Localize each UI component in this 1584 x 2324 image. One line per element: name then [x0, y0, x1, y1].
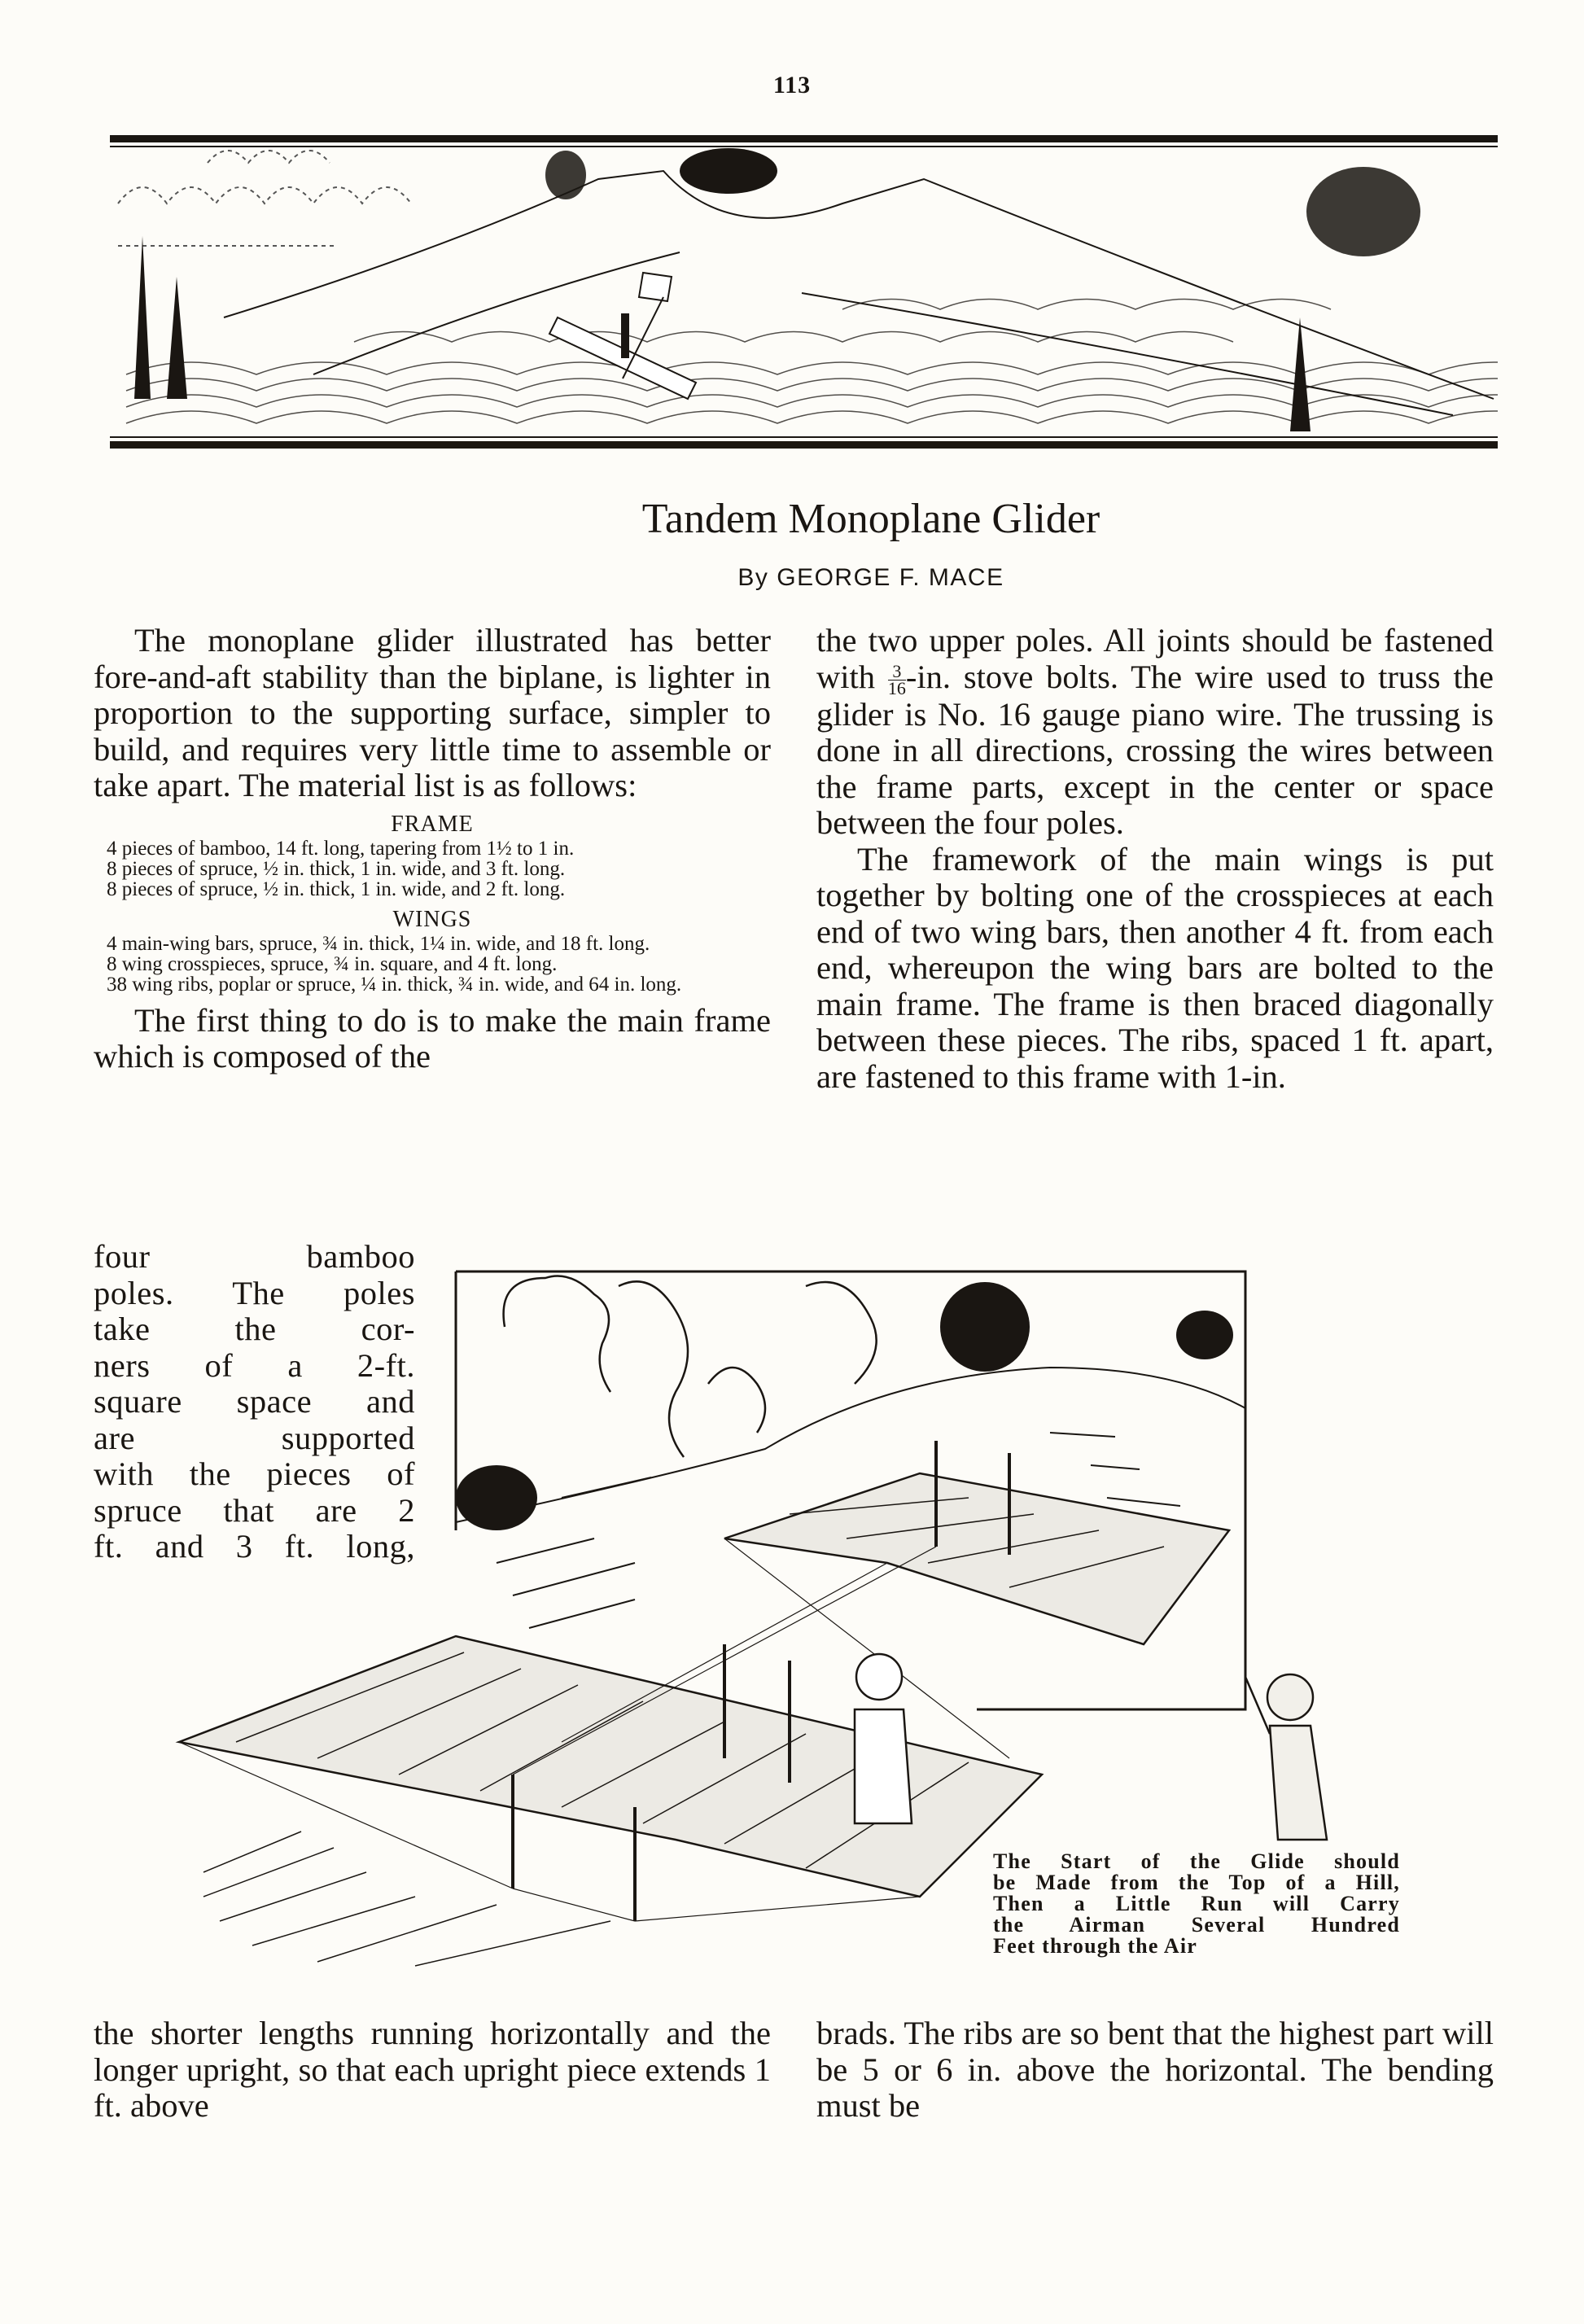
figure-caption [993, 1851, 1400, 1957]
fraction-3-16 [887, 660, 906, 698]
caption-line: the Airman Several Hundred [993, 1913, 1400, 1937]
sky-clouds [118, 151, 411, 246]
clouds [504, 1276, 877, 1458]
tree-right [1290, 317, 1311, 431]
material-heading-frame: FRAME [391, 811, 474, 837]
onlooker [1245, 1674, 1327, 1840]
narrow-line: ners of a 2-ft. [94, 1346, 415, 1384]
grass-hatching [126, 300, 1498, 424]
caption-line: be Made from the Top of a Hill, [993, 1871, 1400, 1894]
intro-paragraph: The monoplane glider illustrated has better fore-and-aft stability than the biplane, is lighter in proportion to the supporting surface, simpler to build, and requires very little time to assemble or take apart. The material list is as follows: [94, 622, 771, 803]
article-byline: By GEORGE F. MACE [737, 564, 1004, 591]
bottom-left-paragraph: the shorter lengths running horizontally and the longer upright, so that each upright piece extends 1 ft. above [94, 2015, 771, 2124]
first-thing-paragraph: The first thing to do is to make the main frame which is composed of the [94, 1001, 771, 1074]
text-after-fraction: -in. stove bolts. The wire used to truss the glider is No. 16 gauge piano wire. The trussing is done in all directions, crossing the wires between the frame parts, except in the center or space between the four poles. [816, 658, 1494, 842]
glider-on-hill [549, 273, 696, 399]
bush-center [940, 1282, 1030, 1372]
material-item: 8 pieces of spruce, ½ in. thick, 1 in. wide, and 3 ft. long. [107, 857, 566, 880]
material-item: 8 pieces of spruce, ½ in. thick, 1 in. wide, and 2 ft. long. [107, 878, 566, 900]
material-item: 4 main-wing bars, spruce, ¾ in. thick, 1¼ in. wide, and 18 ft. long. [107, 932, 650, 955]
tree-left [134, 236, 151, 399]
header-top-rule [110, 135, 1498, 142]
narrow-line: with the pieces of [94, 1455, 415, 1492]
narrow-line: take the cor- [94, 1311, 415, 1347]
caption-line: The Start of the Glide should [993, 1849, 1400, 1873]
page-number: 113 [772, 72, 812, 98]
header-top-rule-thin [110, 146, 1498, 147]
material-item: 8 wing crosspieces, spruce, ¾ in. square, and 4 ft. long. [107, 952, 558, 975]
material-item: 38 wing ribs, poplar or spruce, ¼ in. thick, ¾ in. wide, and 64 in. long. [107, 973, 682, 996]
narrow-line: spruce that are 2 [94, 1491, 415, 1529]
bush-left [456, 1465, 537, 1530]
header-illustration [110, 130, 1498, 456]
tree-left-2 [167, 277, 187, 399]
narrow-line: four bamboo [94, 1238, 415, 1275]
trees [456, 1282, 1233, 1530]
article-title: Tandem Monoplane Glider [641, 496, 1100, 542]
narrow-line: poles. The poles [94, 1274, 415, 1311]
pilot [855, 1654, 912, 1823]
fraction-denominator: 16 [887, 677, 906, 698]
material-item: 4 pieces of bamboo, 14 ft. long, tapering from 1½ to 1 in. [107, 837, 575, 860]
header-bottom-rule [110, 441, 1498, 449]
background-frame [456, 1271, 1245, 1709]
bush-top-right [1306, 167, 1420, 256]
right-column [816, 623, 1494, 1095]
right-paragraph-2: The framework of the main wings is put together by bolting one of the crosspieces at each end of two wing bars, then another 4 ft. from each end, whereupon the wing bars are bolted to the main frame. The frame is then braced diagonally between these pieces. The ribs, spaced 1 ft. apart, are fastened to this frame with 1-in. [816, 840, 1494, 1095]
narrow-line: square space and [94, 1383, 415, 1420]
fraction-numerator: 3 [888, 663, 906, 681]
right-paragraph-1 [816, 623, 1494, 842]
material-heading-wings: WINGS [392, 906, 472, 932]
rear-wing [724, 1473, 1229, 1644]
material-list [94, 811, 771, 995]
caption-line: Then a Little Run will Carry [993, 1892, 1400, 1915]
bottom-right-paragraph: brads. The ribs are so bent that the highest part will be 5 or 6 in. above the horizontal. The bending must be [816, 2015, 1494, 2124]
bush-right [1176, 1311, 1233, 1359]
narrow-line: ft. and 3 ft. long, [94, 1528, 415, 1565]
bush-top-left [545, 151, 586, 199]
narrow-line: are supported [94, 1419, 415, 1456]
header-bottom-rule-thin [110, 436, 1498, 438]
text-before-fraction: the two upper poles. All joints should be fastened with [816, 622, 1494, 695]
bush-top-center [680, 148, 777, 194]
caption-line: Feet through the Air [993, 1934, 1197, 1958]
left-column [94, 623, 771, 1075]
